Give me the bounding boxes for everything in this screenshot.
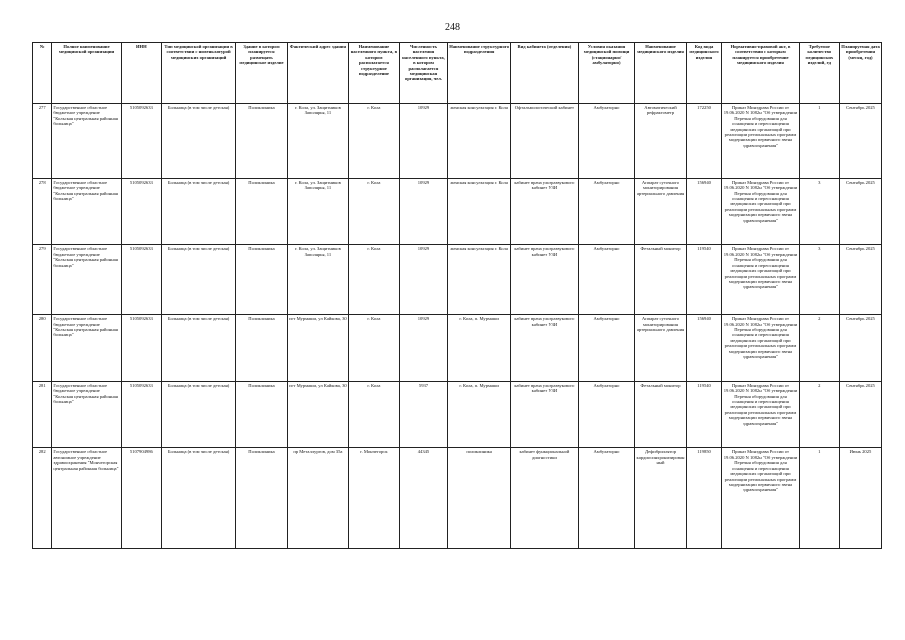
table-cell: Больница (в том числе детская) (161, 178, 235, 245)
table-cell: 281 (33, 381, 52, 448)
table-cell: Приказ Минздрава России от 19.06.2020 N 1082н "Об утверждении Перечня оборудования для оснащения и переоснащения медицинских организаций при реализации региональных программ модернизации первичного звена здравоохранения" (722, 315, 799, 382)
header-row (33, 43, 882, 104)
table-cell: 44345 (399, 448, 447, 549)
table-cell: 277 (33, 104, 52, 179)
col-header: Код вида медицинского изделия (686, 43, 721, 104)
table-cell: г. Кола (349, 381, 400, 448)
col-header: Нормативно-правовой акт, в соответствии с которым планируется приобретение медицинского изделия (722, 43, 799, 104)
table-cell: Государственное областное бюджетное учреждение "Кольская центральная районная больница" (52, 178, 121, 245)
table-cell: Сентябрь 2025 (839, 178, 881, 245)
table-cell: Поликлиника (236, 448, 288, 549)
table-cell: Больница (в том числе детская) (161, 315, 235, 382)
table-cell: 2 (799, 381, 839, 448)
table-cell: Сентябрь 2025 (839, 315, 881, 382)
table-cell: Сентябрь 2025 (839, 104, 881, 179)
table-cell: Поликлиника (236, 104, 288, 179)
table-cell: Поликлиника (236, 315, 288, 382)
col-header: Численность населения населенного пункта, в котором располагается медицинская организация, чел. (399, 43, 447, 104)
table-cell: 156940 (686, 315, 721, 382)
table-cell: 1 (799, 448, 839, 549)
col-header: ИНН (121, 43, 161, 104)
table-cell: пгт Мурмаши, ул Кайкова, 30 (287, 381, 348, 448)
table-cell: Поликлиника (236, 245, 288, 315)
table-cell: Амбулаторно (578, 245, 634, 315)
table-cell: г. Кола (349, 178, 400, 245)
table-cell: Государственное областное бюджетное учреждение "Кольская центральная районная больница" (52, 381, 121, 448)
table-cell: Амбулаторно (578, 104, 634, 179)
table-cell: Больница (в том числе детская) (161, 104, 235, 179)
col-header: Здание в котором планируется размещать медицинское изделие (236, 43, 288, 104)
table-cell: Дефибриллятор кардиосинхронизированный (635, 448, 687, 549)
table-cell: г. Мончегорск (349, 448, 400, 549)
table-cell: г. Кола, п. Мурмаши (448, 381, 511, 448)
table-cell: 5937 (399, 381, 447, 448)
table-cell: женская консультация г. Кола (448, 245, 511, 315)
table-cell: Государственное областное бюджетное учреждение "Кольская центральная районная больница" (52, 104, 121, 179)
table-cell: 5107904986 (121, 448, 161, 549)
table-cell: Амбулаторно (578, 381, 634, 448)
col-header: Вид кабинета (отделения) (511, 43, 579, 104)
col-header: Фактический адрес здания (287, 43, 348, 104)
table-cell: 10929 (399, 178, 447, 245)
table-cell: Автоматический рефрактометр (635, 104, 687, 179)
col-header: Наименование населенного пункта, в котором располагается структурное подразделение (349, 43, 400, 104)
page-number: 248 (445, 22, 460, 33)
table-cell: женская консультация г. Кола (448, 178, 511, 245)
table-cell: Фетальный монитор (635, 245, 687, 315)
table-cell: 2 (799, 315, 839, 382)
col-header: Наименование структурного подразделения (448, 43, 511, 104)
table-cell: 5105092633 (121, 245, 161, 315)
table-cell: г. Кола (349, 104, 400, 179)
table-cell: 5105092633 (121, 315, 161, 382)
table-cell: 1 (799, 104, 839, 179)
equipment-table (32, 42, 882, 549)
table-cell: 279 (33, 245, 52, 315)
table-cell: Офтальмологический кабинет (511, 104, 579, 179)
table-cell: 3 (799, 178, 839, 245)
col-header: Наименование медицинского изделия (635, 43, 687, 104)
table-row (33, 381, 882, 448)
table-cell: 278 (33, 178, 52, 245)
table-cell: кабинет врача ультразвукового кабинет УЗИ (511, 178, 579, 245)
table-row (33, 245, 882, 315)
table-cell: 280 (33, 315, 52, 382)
table-cell: 5105092633 (121, 104, 161, 179)
table-cell: 3 (799, 245, 839, 315)
table-row (33, 448, 882, 549)
table-cell: кабинет врача ультразвукового кабинет УЗИ (511, 315, 579, 382)
table-cell: 5105092633 (121, 381, 161, 448)
table-cell: Приказ Минздрава России от 19.06.2020 N 1082н "Об утверждении Перечня оборудования для оснащения и переоснащения медицинских организаций при реализации региональных программ модернизации первичного звена здравоохранения" (722, 245, 799, 315)
table-cell: Амбулаторно (578, 178, 634, 245)
table-cell: Поликлиника (236, 178, 288, 245)
table-cell: 119540 (686, 245, 721, 315)
table-cell: Больница (в том числе детская) (161, 245, 235, 315)
table-cell: Больница (в том числе детская) (161, 448, 235, 549)
table-cell: пр Металлургов, дом 35а (287, 448, 348, 549)
table-row (33, 178, 882, 245)
table-cell: г. Кола, п. Мурмаши (448, 315, 511, 382)
table-row (33, 104, 882, 179)
table-cell: Государственное областное бюджетное учреждение "Кольская центральная районная больница" (52, 245, 121, 315)
table-cell: Государственное областное автономное учреждение здравоохранения "Мончегорская центральная районная больница" (52, 448, 121, 549)
table-cell: 10929 (399, 245, 447, 315)
table-cell: Поликлиника (236, 381, 288, 448)
table-cell: г. Кола (349, 315, 400, 382)
table-row (33, 315, 882, 382)
table-cell: 282 (33, 448, 52, 549)
table-cell: Государственное областное бюджетное учреждение "Кольская центральная районная больница" (52, 315, 121, 382)
table-cell: Аппарат суточного мониторирования артериального давления (635, 315, 687, 382)
table-cell: Аппарат суточного мониторирования артериального давления (635, 178, 687, 245)
table-cell: Больница (в том числе детская) (161, 381, 235, 448)
table-cell: г. Кола, ул. Защитников Заполярья, 11 (287, 245, 348, 315)
table-cell: Июнь 2025 (839, 448, 881, 549)
table-cell: Сентябрь 2025 (839, 381, 881, 448)
table-cell: 10929 (399, 315, 447, 382)
col-header: Условия оказания медицинской помощи (стационарно/амбулаторно) (578, 43, 634, 104)
col-header: Тип медицинской организации в соответствии с номенклатурой медицинских организаций (161, 43, 235, 104)
col-header: Требуемое количество медицинских изделий, ед (799, 43, 839, 104)
col-header: Полное наименование медицинской организации (52, 43, 121, 104)
table-cell: 10929 (399, 104, 447, 179)
table-cell: Сентябрь 2025 (839, 245, 881, 315)
table-cell: г. Кола, ул. Защитников Заполярья, 11 (287, 178, 348, 245)
table-cell: Приказ Минздрава России от 19.06.2020 N 1082н "Об утверждении Перечня оборудования для оснащения и переоснащения медицинских организаций при реализации региональных программ модернизации первичного звена здравоохранения" (722, 381, 799, 448)
col-header: № (33, 43, 52, 104)
table-cell: 119540 (686, 381, 721, 448)
table-cell: кабинет функциональной диагностики (511, 448, 579, 549)
table-cell: Приказ Минздрава России от 19.06.2020 N 1082н "Об утверждении Перечня оборудования для оснащения и переоснащения медицинских организаций при реализации региональных программ модернизации первичного звена здравоохранения" (722, 448, 799, 549)
table-cell: Приказ Минздрава России от 19.06.2020 N 1082н "Об утверждении Перечня оборудования для оснащения и переоснащения медицинских организаций при реализации региональных программ модернизации первичного звена здравоохранения" (722, 178, 799, 245)
table-cell: г. Кола (349, 245, 400, 315)
table-cell: кабинет врача ультразвукового кабинет УЗИ (511, 245, 579, 315)
table-cell: 156940 (686, 178, 721, 245)
table-cell: г. Кола, ул. Защитников Заполярья, 11 (287, 104, 348, 179)
col-header: Планируемая дата приобретения (месяц, год) (839, 43, 881, 104)
table-cell: 119850 (686, 448, 721, 549)
table-cell: 172250 (686, 104, 721, 179)
table-cell: кабинет врача ультразвукового кабинет УЗИ (511, 381, 579, 448)
table-cell: женская консультация г. Кола (448, 104, 511, 179)
table-cell: 5105092633 (121, 178, 161, 245)
table-cell: Приказ Минздрава России от 19.06.2020 N 1082н "Об утверждении Перечня оборудования для оснащения и переоснащения медицинских организаций при реализации региональных программ модернизации первичного звена здравоохранения" (722, 104, 799, 179)
table-cell: поликлиника (448, 448, 511, 549)
table-cell: Фетальный монитор (635, 381, 687, 448)
table-cell: Амбулаторно (578, 315, 634, 382)
table-cell: Амбулаторно (578, 448, 634, 549)
table-cell: пгт Мурмаши, ул Кайкова, 30 (287, 315, 348, 382)
